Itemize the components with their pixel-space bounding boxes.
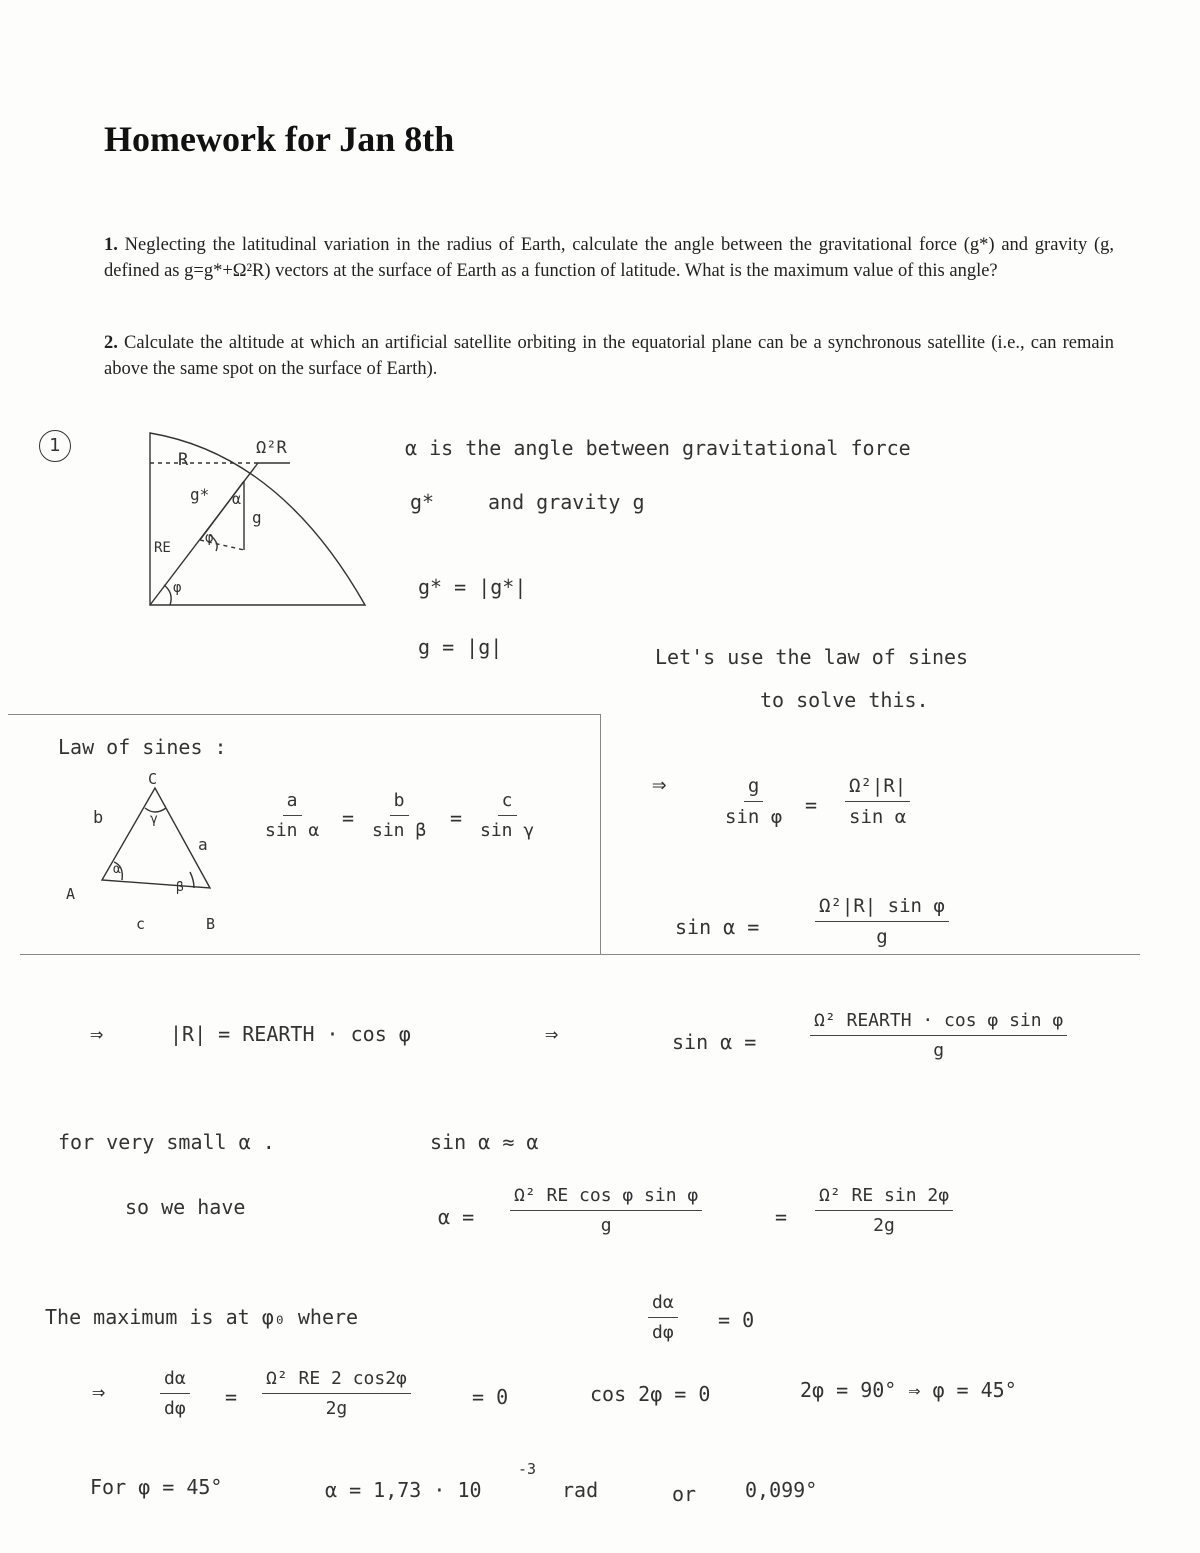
box-top-rule [8,714,600,715]
side-c: c [136,915,146,933]
step1-rhs: $\frac{\text{Ω²|R|}}{\text{sin α}}$ [845,775,910,828]
phi-arc-lower [164,585,171,605]
angle-alpha: α [113,862,121,877]
problem-1-number: 1. [104,235,118,255]
final-degrees: 0,099° [745,1478,818,1502]
deriv-zero: = 0 [472,1385,509,1409]
final-for-phi: For φ = 45° [90,1475,223,1499]
law-of-sines-heading: Law of sines : [58,735,227,759]
box-bottom-rule [20,954,1140,955]
re-label: RE [154,540,171,556]
step1-lhs: $\frac{g}{\text{sin φ}}$ [725,775,783,828]
angle-result: 2φ = 90° ⇒ φ = 45° [800,1378,1017,1402]
vertex-A: A [66,885,76,903]
final-rad: rad [562,1478,599,1502]
deriv-equals: = [225,1385,238,1409]
phi-label-upper: φ [205,530,214,546]
problem-1-text: Neglecting the latitudinal variation in the radius of Earth, calculate the angle between the gravitational force (g*) and gravity (g, defined as g=g*+Ω²R) vectors at the surface of Earth as a function of latitude. What is the maximum value of this angle? [104,235,1114,281]
side-a: a [198,835,208,854]
law-equals-2: = [450,806,463,830]
maximum-equals-zero: = 0 [718,1308,755,1332]
so-we-have-text: so we have [125,1195,246,1219]
small-angle-approx: sin α ≈ α [430,1130,539,1154]
g-star-magnitude: g* = |g*| [418,575,527,599]
vertex-B: B [206,915,216,933]
page-title: Homework for Jan 8th [104,119,455,159]
definition-g-star: g* [410,490,435,514]
box-right-rule [600,714,601,954]
maximum-derivative: $\frac{d\alpha}{d\varphi}$ [648,1292,678,1343]
side-b: b [93,808,104,828]
step3-arrow: ⇒ [90,1022,104,1047]
step1-arrow: ⇒ [652,770,667,798]
lets-use-line: Let's use the law of sines [655,645,969,669]
law-fraction-c: $\frac{c}{\text{sin γ}}$ [480,790,535,841]
phi-label-lower: φ [173,580,182,596]
step1-equals: = [805,793,818,817]
problem-2 [104,330,1114,382]
final-exponent: -3 [518,1460,537,1478]
deriv-arrow: ⇒ [92,1380,106,1405]
omega-r-label: Ω²R [256,438,287,458]
final-alpha: α = 1,73 · 10 [325,1478,482,1502]
g-star-label: g* [190,485,210,504]
step3-rhs: Ω² REARTH · cos φ sin φ g [810,1010,1067,1061]
final-or: or [672,1482,697,1506]
alpha-equals-2: = [775,1205,788,1229]
law-equals-1: = [342,806,355,830]
alpha-fraction-2: $\frac{\text{Ω² RE sin 2φ}}{2g}$ [815,1185,953,1236]
law-fraction-a: $\frac{a}{\text{sin α}}$ [265,790,320,841]
step2-rhs: $\frac{\text{Ω²|R| sin φ}}{g}$ [815,895,949,948]
maximum-text: The maximum is at φ₀ where [45,1305,359,1329]
law-fraction-b: $\frac{b}{\text{sin β}}$ [372,790,427,841]
g-magnitude: g = |g| [418,635,503,659]
problem-marker: 1 [39,430,71,462]
deriv-rhs: $\frac{\text{Ω² RE 2 cos2φ}}{2g}$ [262,1368,411,1419]
g-label: g [252,508,262,527]
r-label: R [178,450,189,470]
definition-line-1: α is the angle between gravitational force [405,436,911,460]
to-solve-line: to solve this. [760,688,929,712]
cos-equation: cos 2φ = 0 [590,1382,711,1406]
step3-lhs: sin α = [672,1030,757,1054]
vertex-C: C [148,770,158,788]
definition-line-2: and gravity g [488,490,645,514]
angle-beta: β [176,880,184,895]
alpha-label: α [232,490,242,508]
step3-r-relation: |R| = REARTH · cos φ [170,1022,411,1046]
deriv-lhs: $\frac{d\alpha}{d\varphi}$ [160,1368,190,1419]
problem-2-number: 2. [104,333,118,353]
problem-1 [104,232,1114,284]
alpha-equals: α = [438,1205,475,1229]
step2-lhs: sin α = [675,915,760,939]
angle-gamma: γ [150,812,158,827]
step3-arrow-2: ⇒ [545,1022,559,1047]
small-angle-text: for very small α . [58,1130,275,1154]
problem-2-text: Calculate the altitude at which an artificial satellite orbiting in the equatorial plane can be a synchronous satellite (i.e., can remain above the same spot on the surface of Earth). [104,333,1114,379]
alpha-fraction-1: $\frac{\text{Ω² RE cos φ sin φ}}{g}$ [510,1185,702,1236]
beta-arc [190,872,194,888]
